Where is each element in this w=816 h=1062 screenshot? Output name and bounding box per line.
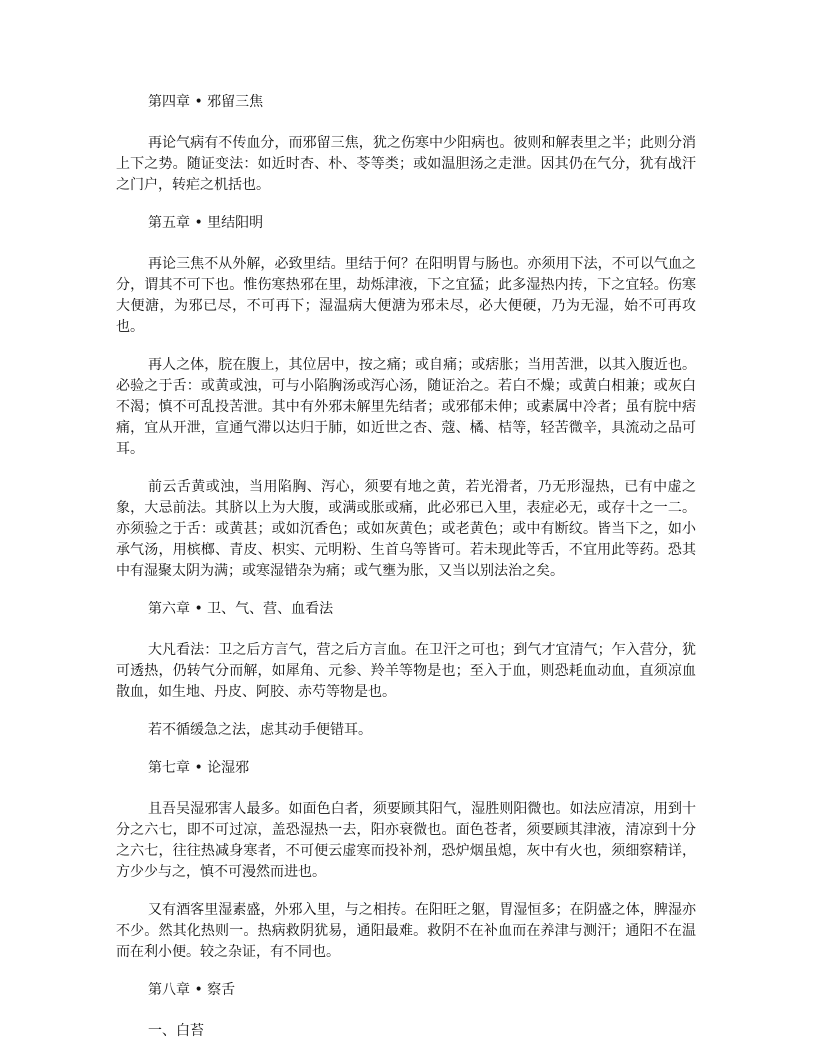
chapter-6-heading: 第六章 • 卫、气、营、血看法 [148, 601, 334, 617]
chapter-5-paragraph-3: 前云舌黄或浊，当用陷胸、泻心，须要有地之黄，若光滑者，乃无形湿热，已有中虚之象，大忌前法。其脐以上为大腹，或满或胀或痛，此必邪已入里，表症必无，或存十之一二。亦须验之于舌：或黄甚；或如沉香色；或如灰黄色；或老黄色；或中有断纹。皆当下之，如小承气汤，用槟榔、青皮、枳实、元明粉、生首乌等皆可。若未现此等舌，不宜用此等药。恐其中有湿聚太阴为满；或寒湿错杂为痛；或气壅为胀，又当以别法治之矣。 [116, 479, 696, 579]
chapter-6-paragraph-1: 大凡看法：卫之后方言气，营之后方言血。在卫汗之可也；到气才宜清气；乍入营分，犹可透热，仍转气分而解，如犀角、元参、羚羊等物是也；至入于血，则恐耗血动血，直须凉血散血，如生地、丹皮、阿胶、赤芍等物是也。 [116, 642, 696, 700]
chapter-7-paragraph-2: 又有酒客里湿素盛，外邪入里，与之相抟。在阳旺之躯，胃湿恒多；在阴盛之体，脾湿亦不少。然其化热则一。热病救阴犹易，通阳最难。救阴不在补血而在养津与测汗；通阳不在温而在利小便。较之杂证，有不同也。 [116, 902, 696, 960]
chapter-7-paragraph-1: 且吾吴湿邪害人最多。如面色白者，须要顾其阳气，湿胜则阳微也。如法应清凉，用到十分之六七，即不可过凉，盖恐湿热一去，阳亦衰微也。面色苍者，须要顾其津液，清凉到十分之六七，往往热减身寒者，不可便云虚寒而投补剂，恐炉烟虽熄，灰中有火也，须细察精详，方少少与之，慎不可漫然而进也。 [116, 801, 696, 880]
chapter-7-heading: 第七章 • 论湿邪 [148, 760, 250, 776]
chapter-5-heading: 第五章 • 里结阳明 [148, 215, 264, 231]
document-page [116, 92, 696, 1062]
chapter-4-paragraph-1: 再论气病有不传血分，而邪留三焦，犹之伤寒中少阳病也。彼则和解表里之半；此则分消上下之势。随证变法：如近时杏、朴、苓等类；或如温胆汤之走泄。因其仍在气分，犹有战汗之门户，转疟之机括也。 [116, 135, 696, 193]
section-white-coating-heading: 一、白苔 [148, 1023, 204, 1039]
chapter-4-heading: 第四章 • 邪留三焦 [148, 94, 264, 110]
chapter-8-heading: 第八章 • 察舌 [148, 982, 236, 998]
chapter-5-paragraph-2: 再人之体，脘在腹上，其位居中，按之痛；或自痛；或痞胀；当用苦泄，以其入腹近也。必验之于舌：或黄或浊，可与小陷胸汤或泻心汤，随证治之。若白不燥；或黄白相兼；或灰白不渴；慎不可乱投苦泄。其中有外邪未解里先结者；或邪郁未伸；或素属中冷者；虽有脘中痞痛，宜从开泄，宣通气滞以达归于肺，如近世之杏、蔻、橘、桔等，轻苦微辛，具流动之品可耳。 [116, 357, 696, 457]
chapter-6-paragraph-2: 若不循缓急之法，虑其动手便错耳。 [148, 722, 372, 738]
chapter-5-paragraph-1: 再论三焦不从外解，必致里结。里结于何？在阳明胃与肠也。亦须用下法，不可以气血之分，谓其不可下也。惟伤寒热邪在里，劫烁津液，下之宜猛；此多湿热内抟，下之宜轻。伤寒大便溏，为邪已尽，不可再下；湿温病大便溏为邪未尽，必大便硬，乃为无湿，始不可再攻也。 [116, 256, 696, 335]
